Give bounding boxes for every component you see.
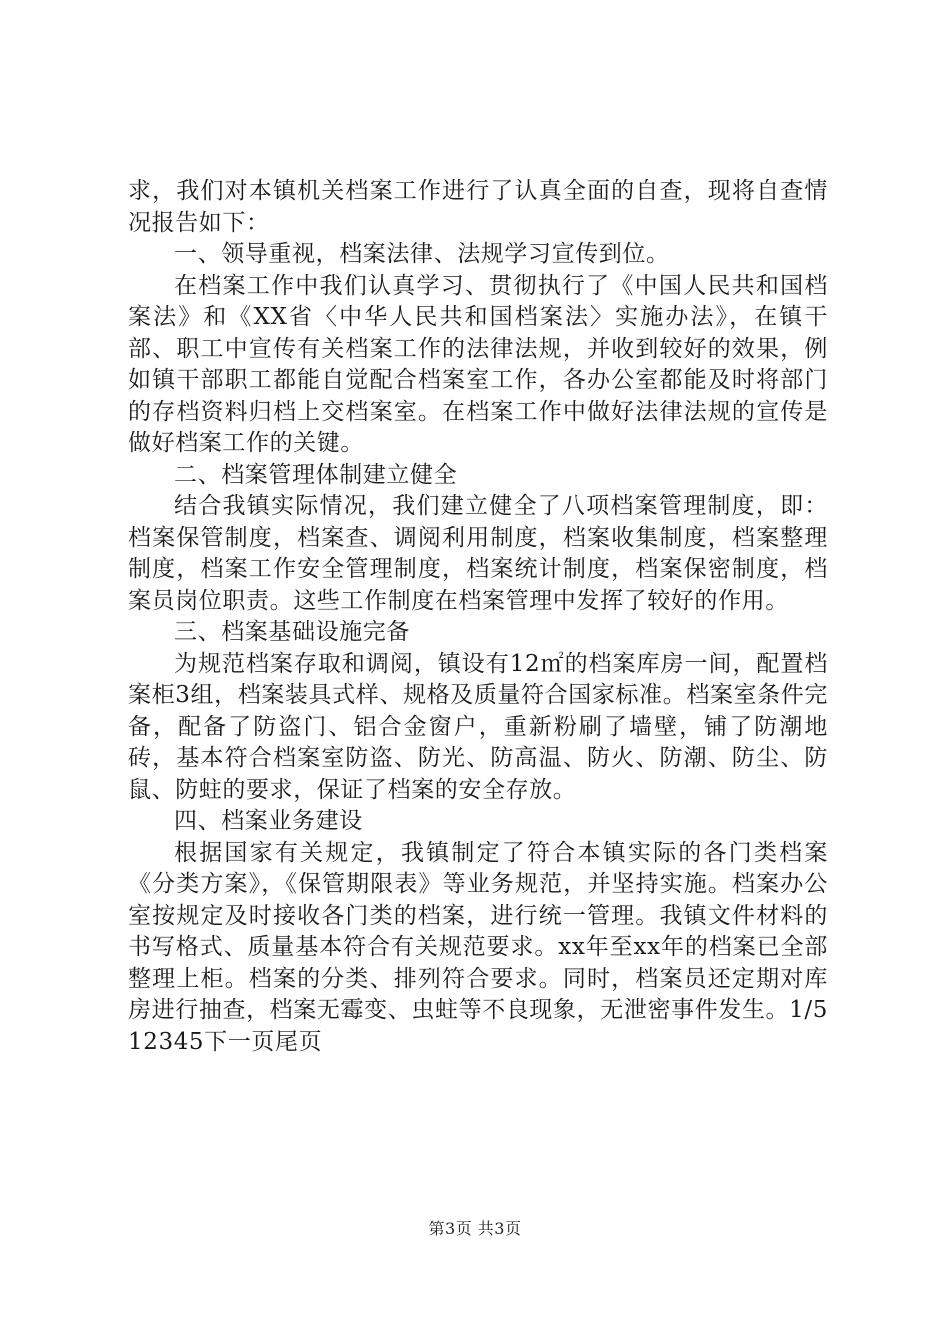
section-heading-3: 三、档案基础设施完备 [174,619,410,645]
document-body [128,176,828,1058]
section-heading-2: 二、档案管理体制建立健全 [174,461,458,488]
page-number-label: 第3页 共3页 [428,1219,522,1238]
paragraph-section-2: 结合我镇实际情况，我们建立健全了八项档案管理制度，即：档案保管制度，档案查、调阅利用制度，档案收集制度，档案整理制度，档案工作安全管理制度，档案统计制度，档案保密制度，档案员岗位职责。这些工作制度在档案管理中发挥了较好的作用。 [128,493,828,614]
paragraph-section-4: 根据国家有关规定，我镇制定了符合本镇实际的各门类档案《分类方案》，《保管期限表》等业务规范，并坚持实施。档案办公室按规定及时接收各门类的档案，进行统一管理。我镇文件材料的书写格式、质量基本符合有关规范要求。xx年至xx年的档案已全部整理上柜。档案的分类、排列符合要求。同时，档案员还定期对库房进行抽查，档案无霉变、虫蛀等不良现象，无泄密事件发生。1/512345下一页尾页 [128,839,828,1055]
paragraph-section-3: 为规范档案存取和调阅，镇设有12㎡的档案库房一间，配置档案柜3组，档案装具式样、规格及质量符合国家标准。档案室条件完备，配备了防盗门、铝合金窗户，重新粉刷了墙壁，铺了防潮地砖，基本符合档案室防盗、防光、防高温、防火、防潮、防尘、防鼠、防蛀的要求，保证了档案的安全存放。 [128,650,828,803]
section-heading-4: 四、档案业务建设 [174,808,363,834]
paragraph-intro-continuation: 求，我们对本镇机关档案工作进行了认真全面的自查，现将自查情况报告如下： [128,178,828,236]
page-footer [0,1216,950,1239]
paragraph-section-1: 在档案工作中我们认真学习、贯彻执行了《中国人民共和国档案法》和《XX省〈中华人民共和国档案法〉实施办法》，在镇干部、职工中宣传有关档案工作的法律法规，并收到较好的效果，例如镇干部职工都能自觉配合档案室工作，各办公室都能及时将部门的存档资料归档上交档案室。在档案工作中做好法律法规的宣传是做好档案工作的关键。 [128,272,828,456]
section-heading-1: 一、领导重视，档案法律、法规学习宣传到位。 [174,241,670,267]
